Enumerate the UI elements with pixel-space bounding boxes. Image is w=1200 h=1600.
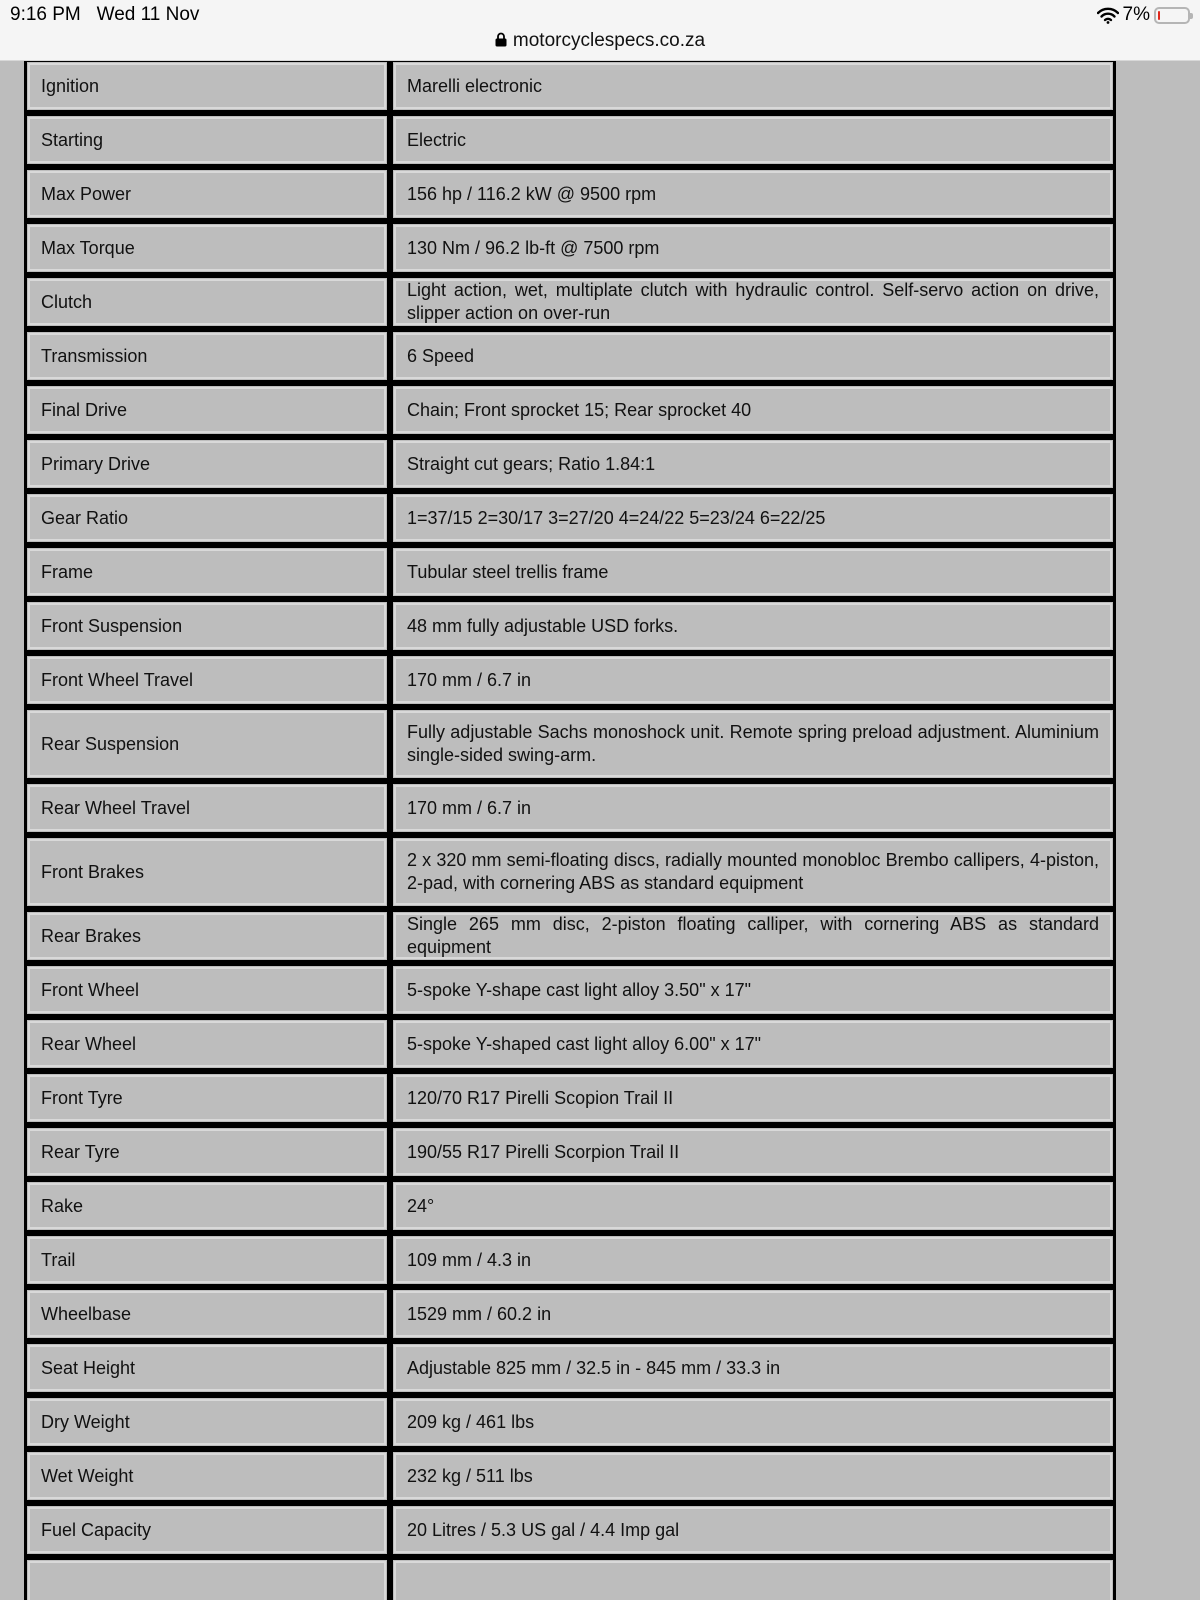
spec-value: 20 Litres / 5.3 US gal / 4.4 Imp gal <box>390 1503 1116 1557</box>
spec-row <box>24 1503 1116 1557</box>
spec-value: Marelli electronic <box>390 60 1116 113</box>
spec-value: 2 x 320 mm semi-floating discs, radially mounted monobloc Brembo callipers, 4-piston, 2-pad, with cornering ABS as standard equipment <box>390 835 1116 909</box>
status-time-date <box>10 4 199 26</box>
status-bar <box>0 0 1200 61</box>
spec-value: 209 kg / 461 lbs <box>390 1395 1116 1449</box>
spec-label: Front Wheel <box>24 963 390 1017</box>
spec-value: 5-spoke Y-shaped cast light alloy 6.00" x 17" <box>390 1017 1116 1071</box>
spec-row <box>24 599 1116 653</box>
spec-value: 6 Speed <box>390 329 1116 383</box>
spec-table-body <box>24 60 1116 1600</box>
spec-label: Wheelbase <box>24 1287 390 1341</box>
spec-label: Front Suspension <box>24 599 390 653</box>
spec-label: Rear Brakes <box>24 909 390 963</box>
spec-row <box>24 707 1116 781</box>
spec-value: Fully adjustable Sachs monoshock unit. Remote spring preload adjustment. Aluminium single-sided swing-arm. <box>390 707 1116 781</box>
status-date: Wed 11 Nov <box>96 4 200 25</box>
battery-percent: 7% <box>1122 4 1150 25</box>
spec-label: Primary Drive <box>24 437 390 491</box>
spec-value: 170 mm / 6.7 in <box>390 781 1116 835</box>
spec-row <box>24 221 1116 275</box>
spec-label: Max Power <box>24 167 390 221</box>
spec-row <box>24 383 1116 437</box>
page-content[interactable] <box>0 60 1200 1600</box>
spec-label: Seat Height <box>24 1341 390 1395</box>
lock-icon <box>495 31 507 53</box>
spec-label: Rear Tyre <box>24 1125 390 1179</box>
spec-value: 5-spoke Y-shape cast light alloy 3.50" x 17" <box>390 963 1116 1017</box>
spec-row <box>24 1449 1116 1503</box>
spec-value: 120/70 R17 Pirelli Scopion Trail II <box>390 1071 1116 1125</box>
spec-row <box>24 781 1116 835</box>
spec-label: Clutch <box>24 275 390 329</box>
spec-value: 156 hp / 116.2 kW @ 9500 rpm <box>390 167 1116 221</box>
spec-value: 130 Nm / 96.2 lb-ft @ 7500 rpm <box>390 221 1116 275</box>
spec-row <box>24 60 1116 113</box>
spec-label: Wet Weight <box>24 1449 390 1503</box>
spec-label: Starting <box>24 113 390 167</box>
spec-label <box>24 1557 390 1600</box>
spec-value: 24° <box>390 1179 1116 1233</box>
spec-row <box>24 909 1116 963</box>
spec-label: Transmission <box>24 329 390 383</box>
spec-row <box>24 1341 1116 1395</box>
address-bar[interactable] <box>0 30 1200 53</box>
spec-row <box>24 1233 1116 1287</box>
spec-label: Front Brakes <box>24 835 390 909</box>
wifi-icon <box>1097 7 1119 24</box>
spec-label: Dry Weight <box>24 1395 390 1449</box>
spec-row <box>24 1125 1116 1179</box>
spec-row <box>24 653 1116 707</box>
spec-value: Chain; Front sprocket 15; Rear sprocket 40 <box>390 383 1116 437</box>
spec-label: Frame <box>24 545 390 599</box>
spec-row <box>24 1179 1116 1233</box>
spec-value: 1=37/15 2=30/17 3=27/20 4=24/22 5=23/24 6=22/25 <box>390 491 1116 545</box>
spec-value: Tubular steel trellis frame <box>390 545 1116 599</box>
spec-row <box>24 1395 1116 1449</box>
url-text[interactable]: motorcyclespecs.co.za <box>512 30 706 51</box>
spec-row <box>24 491 1116 545</box>
spec-label: Rake <box>24 1179 390 1233</box>
spec-value: 232 kg / 511 lbs <box>390 1449 1116 1503</box>
spec-label: Gear Ratio <box>24 491 390 545</box>
battery-icon <box>1154 7 1190 24</box>
spec-value: Single 265 mm disc, 2-piston floating calliper, with cornering ABS as standard equipment <box>390 909 1116 963</box>
spec-row <box>24 275 1116 329</box>
spec-label: Fuel Capacity <box>24 1503 390 1557</box>
spec-label: Max Torque <box>24 221 390 275</box>
spec-value: 109 mm / 4.3 in <box>390 1233 1116 1287</box>
spec-value: Light action, wet, multiplate clutch with hydraulic control. Self-servo action on drive, slipper action on over-run <box>390 275 1116 329</box>
spec-table <box>24 60 1116 1600</box>
spec-value: Adjustable 825 mm / 32.5 in - 845 mm / 33.3 in <box>390 1341 1116 1395</box>
spec-label: Front Tyre <box>24 1071 390 1125</box>
spec-value: 170 mm / 6.7 in <box>390 653 1116 707</box>
spec-label: Trail <box>24 1233 390 1287</box>
spec-label: Ignition <box>24 60 390 113</box>
spec-label: Rear Wheel Travel <box>24 781 390 835</box>
spec-label: Rear Wheel <box>24 1017 390 1071</box>
spec-value: 1529 mm / 60.2 in <box>390 1287 1116 1341</box>
spec-value <box>390 1557 1116 1600</box>
spec-row <box>24 1017 1116 1071</box>
spec-row <box>24 1557 1116 1600</box>
spec-label: Rear Suspension <box>24 707 390 781</box>
spec-row <box>24 437 1116 491</box>
battery-level-fill <box>1158 11 1160 20</box>
spec-value: 48 mm fully adjustable USD forks. <box>390 599 1116 653</box>
spec-row <box>24 1287 1116 1341</box>
spec-label: Front Wheel Travel <box>24 653 390 707</box>
spec-value: Electric <box>390 113 1116 167</box>
status-time: 9:16 PM <box>10 4 81 25</box>
spec-row <box>24 1071 1116 1125</box>
spec-row <box>24 167 1116 221</box>
spec-row <box>24 329 1116 383</box>
spec-row <box>24 113 1116 167</box>
spec-value: Straight cut gears; Ratio 1.84:1 <box>390 437 1116 491</box>
spec-label: Final Drive <box>24 383 390 437</box>
spec-row <box>24 963 1116 1017</box>
spec-value: 190/55 R17 Pirelli Scorpion Trail II <box>390 1125 1116 1179</box>
status-indicators <box>1097 4 1190 26</box>
spec-row <box>24 835 1116 909</box>
spec-row <box>24 545 1116 599</box>
